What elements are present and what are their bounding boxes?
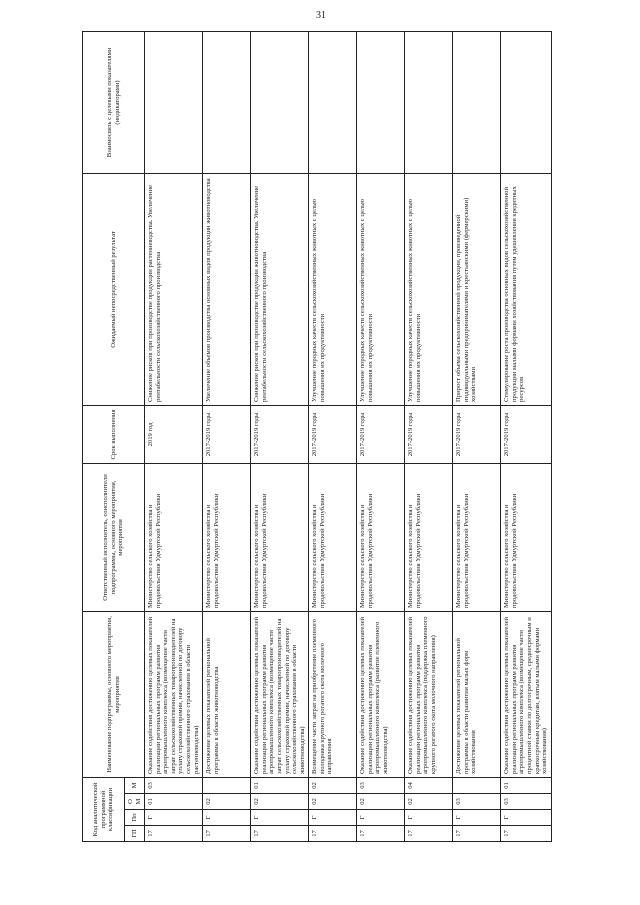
cell-executor: Министерство сельского хозяйства и продовольствия Удмуртской Республики: [357, 463, 405, 611]
table-row: [309, 31, 357, 841]
header-pp: Пп: [125, 810, 145, 826]
cell-gp: 17: [309, 826, 357, 842]
cell-om: 03: [501, 794, 551, 810]
cell-result: Прирост объема сельскохозяйственной продукции, произведенной индивидуальными предпринимателями и крестьянскими (фермерскими) хозяйствами: [453, 173, 501, 405]
cell-executor: Министерство сельского хозяйства и продовольствия Удмуртской Республики: [251, 463, 309, 611]
cell-om: 02: [251, 794, 309, 810]
cell-om: 03: [453, 794, 501, 810]
table-row: [357, 31, 405, 841]
cell-pp: Г: [357, 810, 405, 826]
table-row: [251, 31, 309, 841]
cell-link: [251, 31, 309, 173]
cell-m: [203, 777, 251, 793]
cell-pp: Г: [251, 810, 309, 826]
cell-term: 2019 год: [145, 405, 203, 463]
rotated-table-wrapper: [82, 32, 622, 842]
cell-name: Достижение целевых показателей региональной программы в области развития малых форм хозяйствования: [453, 611, 501, 777]
cell-om: 02: [357, 794, 405, 810]
cell-om: 02: [405, 794, 453, 810]
cell-result: Снижение рисков при производстве продукции растениеводства. Увеличение рентабельности сельскохозяйственного производства: [145, 173, 203, 405]
page-number: 31: [316, 10, 326, 21]
cell-link: [357, 31, 405, 173]
cell-term: 2017-2019 годы: [203, 405, 251, 463]
header-result: Ожидаемый непосредственный результат: [83, 173, 145, 405]
cell-executor: Министерство сельского хозяйства и продовольствия Удмуртской Республики: [405, 463, 453, 611]
cell-om: 01: [145, 794, 203, 810]
program-table: [82, 31, 552, 842]
cell-term: 2017-2019 годы: [453, 405, 501, 463]
cell-m: 01: [251, 777, 309, 793]
cell-gp: 17: [203, 826, 251, 842]
cell-result: Увеличение объемов производства основных видов продукции животноводства: [203, 173, 251, 405]
cell-m: 03: [145, 777, 203, 793]
cell-link: [453, 31, 501, 173]
cell-link: [501, 31, 551, 173]
table-row: [453, 31, 501, 841]
header-code-group: Код аналитической программной классификации: [83, 777, 125, 841]
table-row: [145, 31, 203, 841]
cell-executor: Министерство сельского хозяйства и продовольствия Удмуртской Республики: [145, 463, 203, 611]
cell-m: 01: [501, 777, 551, 793]
cell-m: [453, 777, 501, 793]
cell-name: Оказание содействия достижению целевых показателей реализации региональных программ развития агропромышленного комплекса (возмещение части затрат сельскохозяйственных товаропроизводителей на уплату страховой премии, начисленной по договору сельскохозяйственного страхования в области растениеводства): [145, 611, 203, 777]
header-term: Срок выполнения: [83, 405, 145, 463]
cell-executor: Министерство сельского хозяйства и продовольствия Удмуртской Республики: [203, 463, 251, 611]
cell-name: Достижение целевых показателей региональной программы в области животноводства: [203, 611, 251, 777]
cell-m: 02: [309, 777, 357, 793]
cell-gp: 17: [501, 826, 551, 842]
cell-m: 04: [405, 777, 453, 793]
cell-gp: 17: [145, 826, 203, 842]
table-row: [501, 31, 551, 841]
cell-pp: Г: [453, 810, 501, 826]
cell-result: Улучшение породных качеств сельскохозяйственных животных с целью повышения их продуктивности: [309, 173, 357, 405]
cell-link: [405, 31, 453, 173]
cell-pp: Г: [405, 810, 453, 826]
header-om: ОМ: [125, 794, 145, 810]
cell-name: Возмещение части затрат на приобретение племенного молодняка крупного рогатого скота молочного направления: [309, 611, 357, 777]
table-row: [405, 31, 453, 841]
cell-pp: Г: [203, 810, 251, 826]
cell-term: 2017-2019 годы: [251, 405, 309, 463]
header-link: Взаимосвязь с целевыми показателями (индикаторами): [83, 31, 145, 173]
header-gp: ГП: [125, 826, 145, 842]
cell-name: Оказание содействия достижению целевых показателей реализации региональных программ развития агропромышленного комплекса (возмещение части процентной ставки по долгосрочным, среднесрочным и краткосрочным кредитам, взятым малыми формами хозяйствования): [501, 611, 551, 777]
cell-link: [145, 31, 203, 173]
table-row: [203, 31, 251, 841]
cell-gp: 17: [357, 826, 405, 842]
cell-executor: Министерство сельского хозяйства и продовольствия Удмуртской Республики: [501, 463, 551, 611]
cell-link: [309, 31, 357, 173]
header-name: Наименование подпрограммы, основного мероприятия, мероприятия: [83, 611, 145, 777]
cell-result: Улучшение породных качеств сельскохозяйственных животных с целью повышения их продуктивности: [357, 173, 405, 405]
cell-pp: Г: [309, 810, 357, 826]
cell-gp: 17: [405, 826, 453, 842]
cell-om: 02: [203, 794, 251, 810]
cell-result: Стимулирование роста производства основных видов сельскохозяйственной продукции малыми формами хозяйствования путем удешевления кредитных ресурсов: [501, 173, 551, 405]
cell-link: [203, 31, 251, 173]
cell-gp: 17: [251, 826, 309, 842]
header-executor: Ответственный исполнитель, соисполнители подпрограммы, основного мероприятия, мероприятия: [83, 463, 145, 611]
cell-name: Оказание содействия достижению целевых показателей реализации региональных программ развития агропромышленного комплекса (развитие племенного животноводства): [357, 611, 405, 777]
cell-name: Оказание содействия достижению целевых показателей реализации региональных программ развития агропромышленного комплекса (возмещение части затрат сельскохозяйственных товаропроизводителей на уплату страховой премии, начисленной по договору сельскохозяйственного страхования в области животноводства): [251, 611, 309, 777]
cell-executor: Министерство сельского хозяйства и продовольствия Удмуртской Республики: [453, 463, 501, 611]
cell-result: Снижение рисков при производстве продукции животноводства. Увеличение рентабельности сельскохозяйственного производства: [251, 173, 309, 405]
cell-gp: 17: [453, 826, 501, 842]
cell-pp: Г: [501, 810, 551, 826]
cell-executor: Министерство сельского хозяйства и продовольствия Удмуртской Республики: [309, 463, 357, 611]
cell-term: 2017-2019 годы: [357, 405, 405, 463]
cell-term: 2017-2019 годы: [501, 405, 551, 463]
cell-om: 02: [309, 794, 357, 810]
cell-term: 2017-2019 годы: [309, 405, 357, 463]
cell-name: Оказание содействия достижению целевых показателей реализации региональных программ развития агропромышленного комплекса (поддержка племенного крупного рогатого скота молочного направления): [405, 611, 453, 777]
cell-m: 03: [357, 777, 405, 793]
header-m: М: [125, 777, 145, 793]
cell-result: Улучшение породных качеств сельскохозяйственных животных с целью повышения их продуктивности: [405, 173, 453, 405]
cell-pp: Г: [145, 810, 203, 826]
cell-term: 2017-2019 годы: [405, 405, 453, 463]
